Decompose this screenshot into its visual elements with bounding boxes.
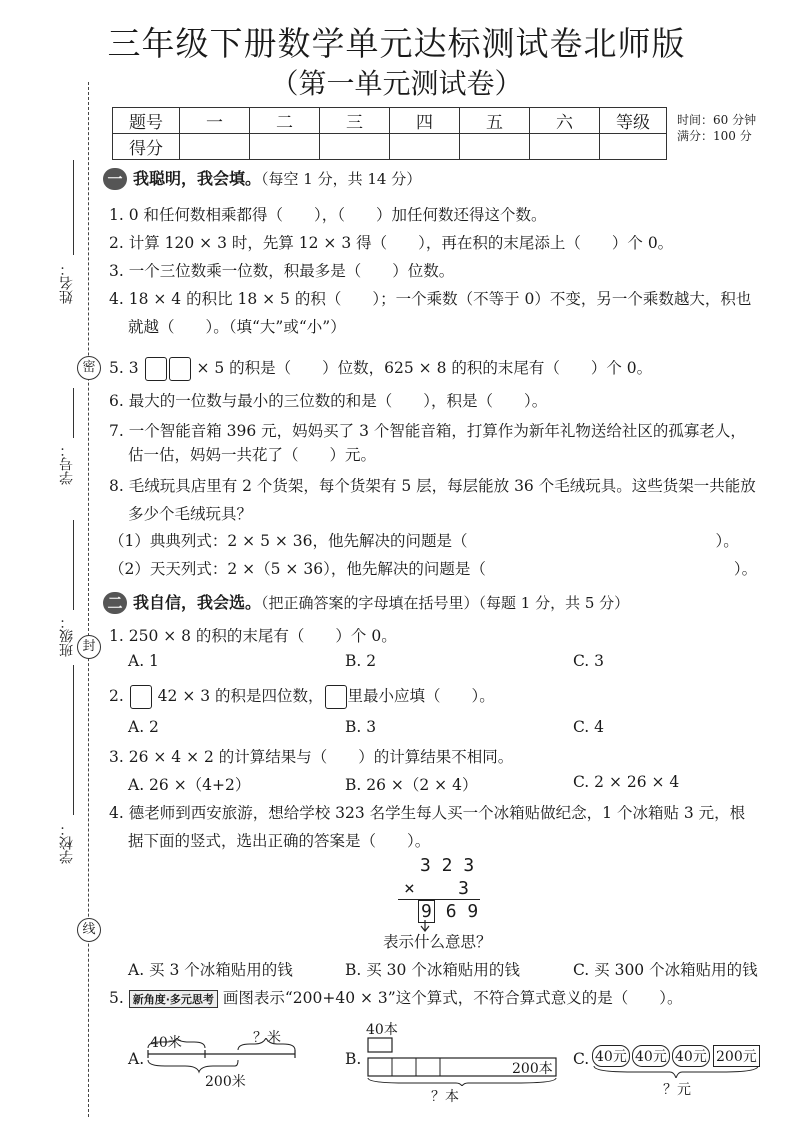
- class-underline: [73, 520, 74, 610]
- opt-b-inside: 200本: [512, 1061, 553, 1077]
- section-1-header: [103, 166, 421, 190]
- exam-time: 时间：60 分钟: [677, 113, 757, 127]
- score-input[interactable]: [320, 134, 390, 160]
- s2-question-1: 1. 250 × 8 的积的末尾有（ ）个 0。: [109, 627, 397, 645]
- s2-q1-option-c[interactable]: C. 3: [573, 652, 605, 670]
- score-cell: 三: [320, 108, 390, 134]
- page-subtitle: （第一单元测试卷）: [270, 67, 523, 100]
- score-input[interactable]: [250, 134, 320, 160]
- s2-q3-option-b[interactable]: B. 26 ×（2 × 4）: [345, 776, 478, 794]
- score-cell: 六: [530, 108, 600, 134]
- s2-question-3: 3. 26 × 4 × 2 的计算结果与（ ）的计算结果不相同。: [109, 748, 514, 766]
- calc-result-rest: 6 9: [445, 901, 479, 922]
- calc-line: [398, 899, 480, 900]
- score-cell: 一: [180, 108, 250, 134]
- section-2-title: 我自信，我会选。: [133, 593, 262, 612]
- opt-c-coin: 40元: [672, 1045, 710, 1067]
- score-cell: 题号: [113, 108, 180, 134]
- opt-a-label: A.: [128, 1050, 145, 1068]
- s2-q3-option-c[interactable]: C. 2 × 26 × 4: [573, 773, 680, 791]
- s2-q2-option-b[interactable]: B. 3: [345, 718, 377, 736]
- section-1-title: 我聪明，我会填。: [133, 169, 262, 188]
- score-input[interactable]: [390, 134, 460, 160]
- score-table-score-row: [113, 134, 667, 160]
- s2-q4-option-a[interactable]: A. 买 3 个冰箱贴用的钱: [128, 961, 293, 979]
- s2-q1-option-b[interactable]: B. 2: [345, 652, 377, 670]
- class-label: 班级：: [59, 615, 75, 657]
- answer-box[interactable]: [169, 357, 191, 381]
- opt-b-top: 40本: [366, 1022, 398, 1038]
- s1-question-7: 7. 一个智能音箱 396 元，妈妈买了 3 个智能音箱，打算作为新年礼物送给社区的孤寡老人，: [109, 422, 746, 440]
- opt-c-coin: 40元: [592, 1045, 630, 1067]
- score-table: [112, 107, 667, 160]
- answer-box[interactable]: [145, 357, 167, 381]
- section-2-header: [103, 590, 629, 614]
- score-cell: 五: [460, 108, 530, 134]
- answer-box[interactable]: [325, 685, 347, 709]
- section-1-note: （每空 1 分，共 14 分）: [261, 170, 422, 188]
- q5-text: 画图表示“200+40 × 3”这个算式，不符合算式意义的是（ ）。: [222, 989, 683, 1007]
- opt-a-top2: ？米: [253, 1030, 281, 1046]
- s2-question-2: [109, 684, 495, 709]
- seal-mi: 密: [77, 356, 101, 380]
- answer-box[interactable]: [130, 685, 152, 709]
- opt-b-label: B.: [345, 1050, 362, 1068]
- calc-boxed-digit: 9: [418, 900, 435, 923]
- school-label: 学校：: [59, 822, 75, 864]
- student-no-underline: [73, 388, 74, 438]
- calc-result: [418, 901, 478, 922]
- score-input[interactable]: [530, 134, 600, 160]
- s1-question-2: 2. 计算 120 × 3 时，先算 12 × 3 得（ ），再在积的末尾添上（ ）个 0。: [109, 234, 674, 252]
- calc-row-2: × 3: [404, 878, 470, 899]
- s1-question-3: 3. 一个三位数乘一位数，积最多是（ ）位数。: [109, 262, 455, 280]
- q2-middle: 42 × 3 的积是四位数，: [157, 687, 324, 705]
- s2-q3-option-a[interactable]: A. 26 ×（4+2）: [128, 776, 251, 794]
- s1-question-8-2: （2）天天列式：2 ×（5 × 36），他先解决的问题是（ ）。: [109, 560, 758, 578]
- s1-question-7-cont: 估一估，妈妈一共花了（ ）元。: [128, 446, 377, 464]
- name-underline: [73, 160, 74, 255]
- score-input[interactable]: [180, 134, 250, 160]
- score-cell: 二: [250, 108, 320, 134]
- score-cell: 得分: [113, 134, 180, 160]
- s1-question-8-cont: 多少个毛绒玩具？: [128, 505, 253, 523]
- s1-question-8: 8. 毛绒玩具店里有 2 个货架，每个货架有 5 层，每层能放 36 个毛绒玩具。这些货架一共能放: [109, 477, 756, 495]
- page-title: 三年级下册数学单元达标测试卷北师版: [107, 24, 686, 63]
- score-cell: 等级: [600, 108, 667, 134]
- s1-question-1: 1. 0 和任何数相乘都得（ ），（ ）加任何数还得这个数。: [109, 206, 547, 224]
- q2-suffix: 里最小应填（ ）。: [347, 687, 495, 705]
- opt-c-brace: [592, 1066, 762, 1078]
- s2-q2-option-a[interactable]: A. 2: [128, 718, 159, 736]
- s1-question-5: [109, 356, 652, 381]
- opt-a-top1: 40米: [150, 1035, 182, 1051]
- opt-b-bottom: ？本: [431, 1089, 459, 1105]
- opt-c-label: C.: [573, 1050, 590, 1068]
- s2-q2-option-c[interactable]: C. 4: [573, 718, 605, 736]
- s2-question-4-cont: 据下面的竖式，选出正确的答案是（ ）。: [128, 832, 431, 850]
- score-input[interactable]: [600, 134, 667, 160]
- opt-c-bottom: ？元: [663, 1082, 691, 1098]
- s1-question-4-cont: 就越（ ）。（填“大”或“小”）: [128, 318, 346, 336]
- exam-meta: [677, 112, 756, 144]
- score-cell: 四: [390, 108, 460, 134]
- calc-row-1: 3 2 3: [420, 855, 475, 876]
- section-2-note: （把正确答案的字母填在括号里）（每题 1 分，共 5 分）: [261, 594, 630, 612]
- q5-suffix: × 5 的积是（ ）位数，625 × 8 的积的末尾有（ ）个 0。: [196, 359, 653, 377]
- school-underline: [73, 665, 74, 815]
- opt-a-bottom: 200米: [205, 1074, 246, 1090]
- s1-question-8-1: （1）典典列式：2 × 5 × 36，他先解决的问题是（ ）。: [109, 532, 739, 550]
- score-table-header-row: [113, 108, 667, 134]
- section-1-number: 一: [103, 168, 127, 190]
- s2-q4-option-b[interactable]: B. 买 30 个冰箱贴用的钱: [345, 961, 520, 979]
- s2-question-4: 4. 德老师到西安旅游，想给学校 323 名学生每人买一个冰箱贴做纪念，1 个冰箱贴 3 元，根: [109, 804, 746, 822]
- new-angle-tag: 新角度·多元思考: [129, 990, 218, 1008]
- q5-prefix: 5. 3: [109, 359, 139, 377]
- s2-question-5: 5. 新角度·多元思考 画图表示“200+40 × 3”这个算式，不符合算式意义的是（ ）。: [109, 989, 683, 1007]
- seal-feng: 封: [77, 635, 101, 659]
- q2-prefix: 2.: [109, 687, 124, 705]
- s1-question-6: 6. 最大的一位数与最小的三位数的和是（ ），积是（ ）。: [109, 392, 548, 410]
- student-no-label: 学号：: [59, 443, 75, 485]
- s2-q4-option-c[interactable]: C. 买 300 个冰箱贴用的钱: [573, 961, 758, 979]
- s1-question-4: 4. 18 × 4 的积比 18 × 5 的积（ ）；一个乘数（不等于 0）不变，另一个乘数越大，积也: [109, 290, 752, 308]
- score-input[interactable]: [460, 134, 530, 160]
- name-label: 姓名：: [59, 262, 75, 304]
- opt-c-box: 200元: [713, 1045, 760, 1067]
- binding-dashed-line: [88, 82, 89, 1117]
- section-2-number: 二: [103, 592, 127, 614]
- seal-xian: 线: [77, 918, 101, 942]
- s2-q1-option-a[interactable]: A. 1: [128, 652, 159, 670]
- opt-c-coin: 40元: [632, 1045, 670, 1067]
- exam-full-score: 满分：100 分: [677, 129, 752, 143]
- calc-question: 表示什么意思？: [383, 933, 492, 951]
